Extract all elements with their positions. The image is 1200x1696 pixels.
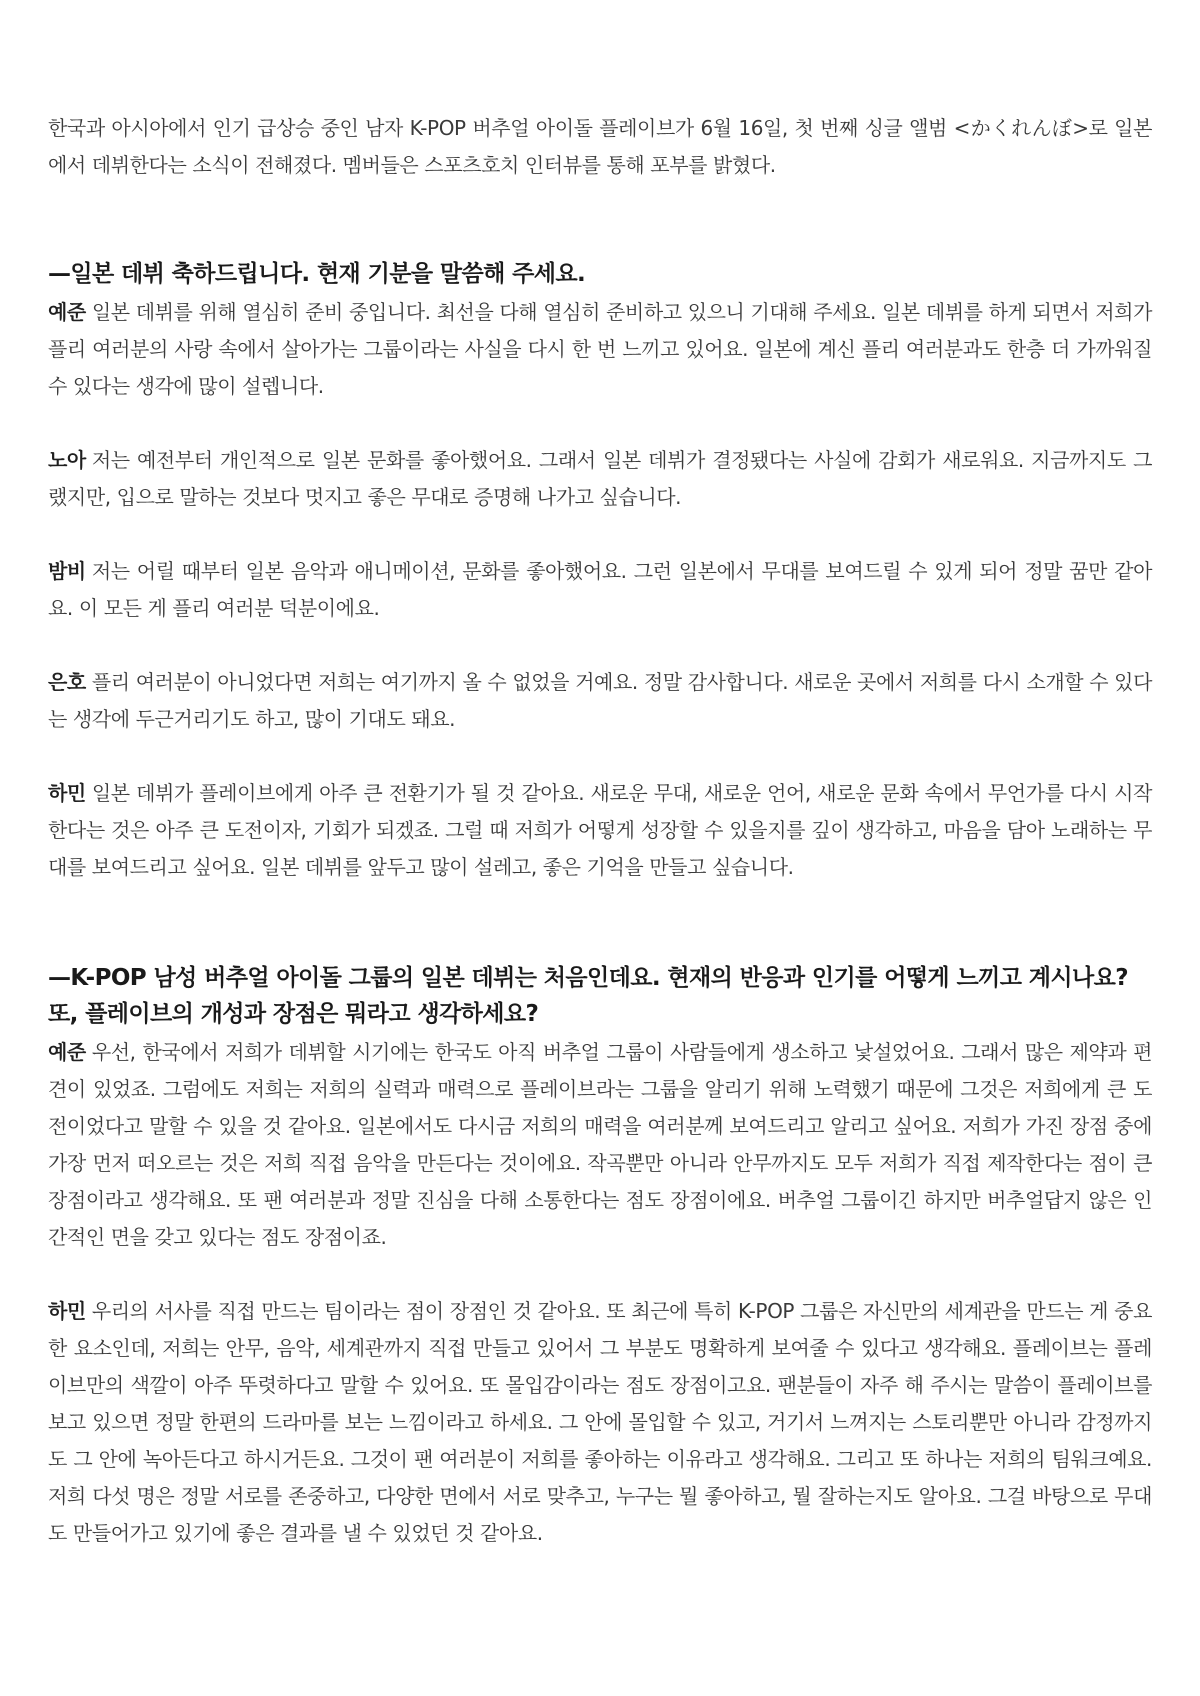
speaker-name: 노아	[48, 448, 86, 472]
speaker-name: 하민	[48, 1299, 86, 1323]
answer-paragraph	[48, 775, 1152, 886]
answer-paragraph	[48, 294, 1152, 405]
answer-paragraph	[48, 442, 1152, 516]
speaker-name: 예준	[48, 300, 86, 324]
interview-section-2	[48, 960, 1152, 1552]
lead-paragraph: 한국과 아시아에서 인기 급상승 중인 남자 K-POP 버추얼 아이돌 플레이브가 6월 16일, 첫 번째 싱글 앨범 <かくれんぼ>로 일본에서 데뷔한다는 소식이 전해졌다. 멤버들은 스포츠호치 인터뷰를 통해 포부를 밝혔다.	[48, 116, 1152, 177]
interview-section-1	[48, 256, 1152, 886]
answer-paragraph	[48, 664, 1152, 738]
question-heading: —일본 데뷔 축하드립니다. 현재 기분을 말씀해 주세요.	[48, 261, 586, 287]
question-heading: —K-POP 남성 버추얼 아이돌 그룹의 일본 데뷔는 처음인데요. 현재의 반응과 인기를 어떻게 느끼고 계시나요? 또, 플레이브의 개성과 장점은 뭐라고 생각하세요?	[48, 965, 1128, 1027]
speaker-name: 밤비	[48, 559, 86, 583]
speaker-name: 예준	[48, 1040, 86, 1064]
speaker-name: 은호	[48, 670, 86, 694]
answer-text: 우리의 서사를 직접 만드는 팀이라는 점이 장점인 것 같아요. 또 최근에 특히 K-POP 그룹은 자신만의 세계관을 만드는 게 중요한 요소인데, 저희는 안무, 음악, 세계관까지 직접 만들고 있어서 그 부분도 명확하게 보여줄 수 있다고 생각해요. 플레이브는 플레이브만의 색깔이 아주 뚜렷하다고 말할 수 있어요. 또 몰입감이라는 점도 장점이고요. 팬분들이 자주 해 주시는 말씀이 플레이브를 보고 있으면 정말 한편의 드라마를 보는 느낌이라고 하세요. 그 안에 몰입할 수 있고, 거기서 느껴지는 스토리뿐만 아니라 감정까지도 그 안에 녹아든다고 하시거든요. 그것이 팬 여러분이 저희를 좋아하는 이유라고 생각해요. 그리고 또 하나는 저희의 팀워크예요. 저희 다섯 명은 정말 서로를 존중하고, 다양한 면에서 서로 맞추고, 누구는 뭘 좋아하고, 뭘 잘하는지도 알아요. 그걸 바탕으로 무대도 만들어가고 있기에 좋은 결과를 낼 수 있었던 것 같아요.	[48, 1299, 1152, 1545]
answer-text: 저는 어릴 때부터 일본 음악과 애니메이션, 문화를 좋아했어요. 그런 일본에서 무대를 보여드릴 수 있게 되어 정말 꿈만 같아요. 이 모든 게 플리 여러분 덕분이에요.	[48, 559, 1152, 620]
answer-paragraph	[48, 553, 1152, 627]
answer-text: 일본 데뷔를 위해 열심히 준비 중입니다. 최선을 다해 열심히 준비하고 있으니 기대해 주세요. 일본 데뷔를 하게 되면서 저희가 플리 여러분의 사랑 속에서 살아가는 그룹이라는 사실을 다시 한 번 느끼고 있어요. 일본에 계신 플리 여러분과도 한층 더 가까워질 수 있다는 생각에 많이 설렙니다.	[48, 300, 1152, 398]
answer-paragraph	[48, 1034, 1152, 1256]
speaker-name: 하민	[48, 781, 86, 805]
answer-paragraph	[48, 1293, 1152, 1552]
answer-text: 플리 여러분이 아니었다면 저희는 여기까지 올 수 없었을 거예요. 정말 감사합니다. 새로운 곳에서 저희를 다시 소개할 수 있다는 생각에 두근거리기도 하고, 많이 기대도 돼요.	[48, 670, 1152, 731]
answer-text: 일본 데뷔가 플레이브에게 아주 큰 전환기가 될 것 같아요. 새로운 무대, 새로운 언어, 새로운 문화 속에서 무언가를 다시 시작한다는 것은 아주 큰 도전이자, 기회가 되겠죠. 그럴 때 저희가 어떻게 성장할 수 있을지를 깊이 생각하고, 마음을 담아 노래하는 무대를 보여드리고 싶어요. 일본 데뷔를 앞두고 많이 설레고, 좋은 기억을 만들고 싶습니다.	[48, 781, 1152, 879]
answer-text: 저는 예전부터 개인적으로 일본 문화를 좋아했어요. 그래서 일본 데뷔가 결정됐다는 사실에 감회가 새로워요. 지금까지도 그랬지만, 입으로 말하는 것보다 멋지고 좋은 무대로 증명해 나가고 싶습니다.	[48, 448, 1152, 509]
answer-text: 우선, 한국에서 저희가 데뷔할 시기에는 한국도 아직 버추얼 그룹이 사람들에게 생소하고 낯설었어요. 그래서 많은 제약과 편견이 있었죠. 그럼에도 저희는 저희의 실력과 매력으로 플레이브라는 그룹을 알리기 위해 노력했기 때문에 그것은 저희에게 큰 도전이었다고 말할 수 있을 것 같아요. 일본에서도 다시금 저희의 매력을 여러분께 보여드리고 알리고 싶어요. 저희가 가진 장점 중에 가장 먼저 떠오르는 것은 저희 직접 음악을 만든다는 것이에요. 작곡뿐만 아니라 안무까지도 모두 저희가 직접 제작한다는 점이 큰 장점이라고 생각해요. 또 팬 여러분과 정말 진심을 다해 소통한다는 점도 장점이에요. 버추얼 그룹이긴 하지만 버추얼답지 않은 인간적인 면을 갖고 있다는 점도 장점이죠.	[48, 1040, 1152, 1249]
